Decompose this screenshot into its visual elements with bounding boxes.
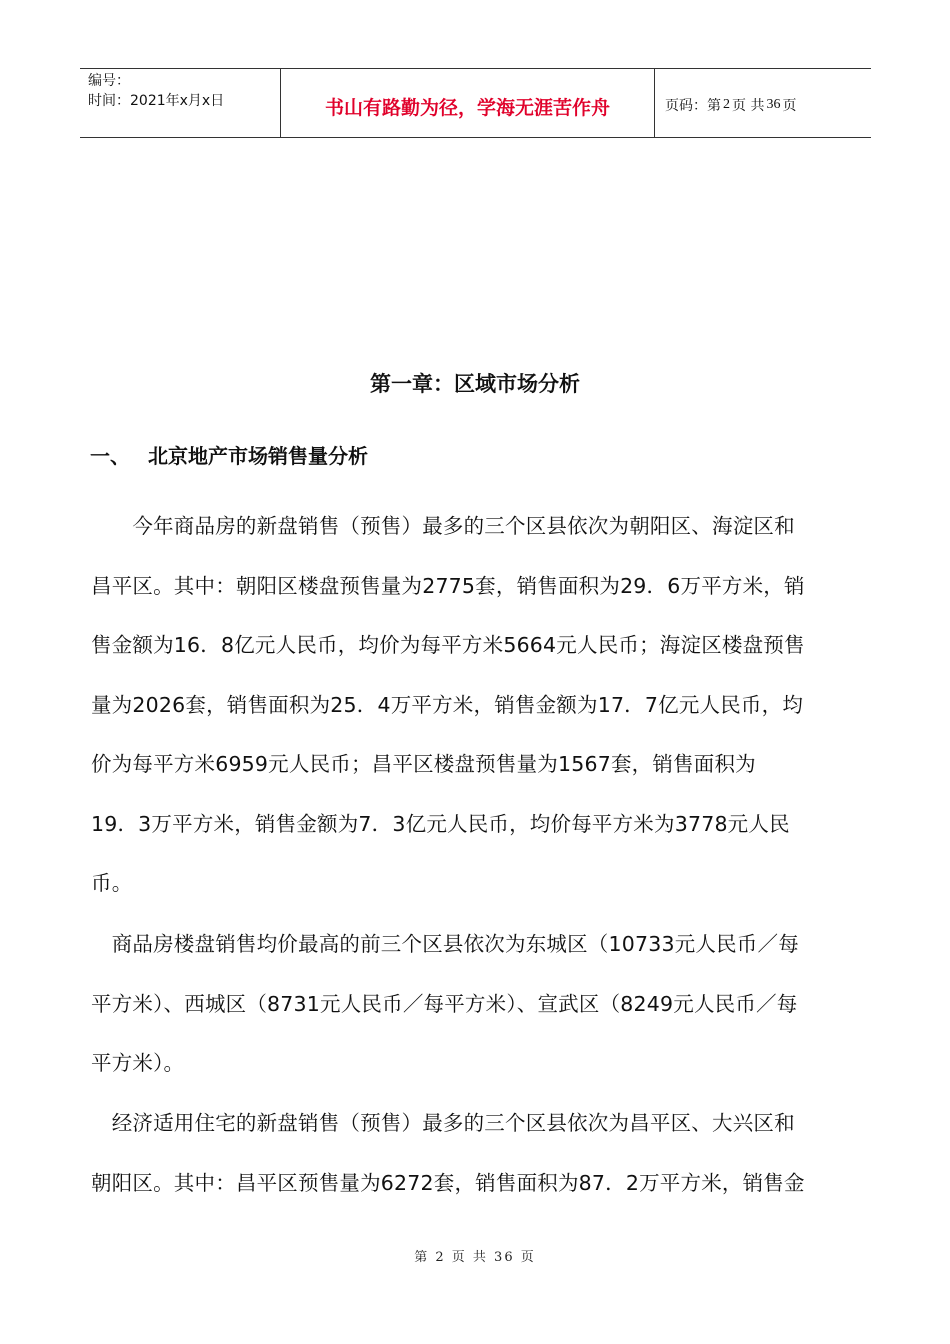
text-line: 平方米）。	[91, 1051, 185, 1075]
paragraph-sales-volume	[91, 497, 861, 914]
page-mid: 页 共	[732, 98, 765, 114]
text-line: 今年商品房的新盘销售（预售）最多的三个区县依次为朝阳区、海淀区和	[91, 514, 795, 538]
page-prefix: 页码：第	[665, 98, 721, 114]
header-motto-cell	[281, 69, 655, 137]
page-total: 36	[766, 97, 781, 112]
document-header	[80, 68, 871, 138]
header-info-cell	[80, 69, 281, 137]
text-line: 量为2026套，销售面积为25．4万平方米，销售金额为17．7亿元人民币，均	[91, 692, 804, 717]
chapter-title: 第一章：区域市场分析	[370, 372, 580, 396]
code-label: 编号：	[88, 73, 130, 89]
text-line: 经济适用住宅的新盘销售（预售）最多的三个区县依次为昌平区、大兴区和	[91, 1111, 795, 1135]
text-line: 售金额为16．8亿元人民币，均价为每平方米5664元人民币；海淀区楼盘预售	[91, 633, 805, 657]
text-line: 19．3万平方米，销售金额为7．3亿元人民币，均价每平方米为3778元人民	[91, 811, 790, 836]
page-suffix: 页	[782, 98, 797, 114]
time-label: 时间：2021年x月x日	[88, 93, 225, 109]
paragraph-affordable-housing	[91, 1094, 861, 1213]
header-page-cell	[655, 69, 871, 137]
page-footer: 第 2 页 共 36 页	[414, 1250, 536, 1265]
text-line: 币。	[91, 871, 133, 895]
section-number: 一、	[90, 444, 130, 468]
text-line: 昌平区。其中：朝阳区楼盘预售量为2775套，销售面积为29．6万平方米，销	[91, 573, 805, 598]
text-line: 平方米）、西城区（8731元人民币／每平方米）、宣武区（8249元人民币／每	[91, 991, 798, 1016]
page-number: 2	[723, 97, 730, 112]
text-line: 价为每平方米6959元人民币；昌平区楼盘预售量为1567套，销售面积为	[91, 752, 756, 776]
text-line: 朝阳区。其中：昌平区预售量为6272套，销售面积为87．2万平方米，销售金	[91, 1170, 805, 1195]
section-heading	[90, 440, 368, 469]
paragraph-average-price	[91, 915, 861, 1094]
motto-text: 书山有路勤为径，学海无涯苦作舟	[324, 96, 610, 119]
section-title: 北京地产市场销售量分析	[148, 444, 368, 468]
text-line: 商品房楼盘销售均价最高的前三个区县依次为东城区（10733元人民币／每	[91, 932, 799, 956]
